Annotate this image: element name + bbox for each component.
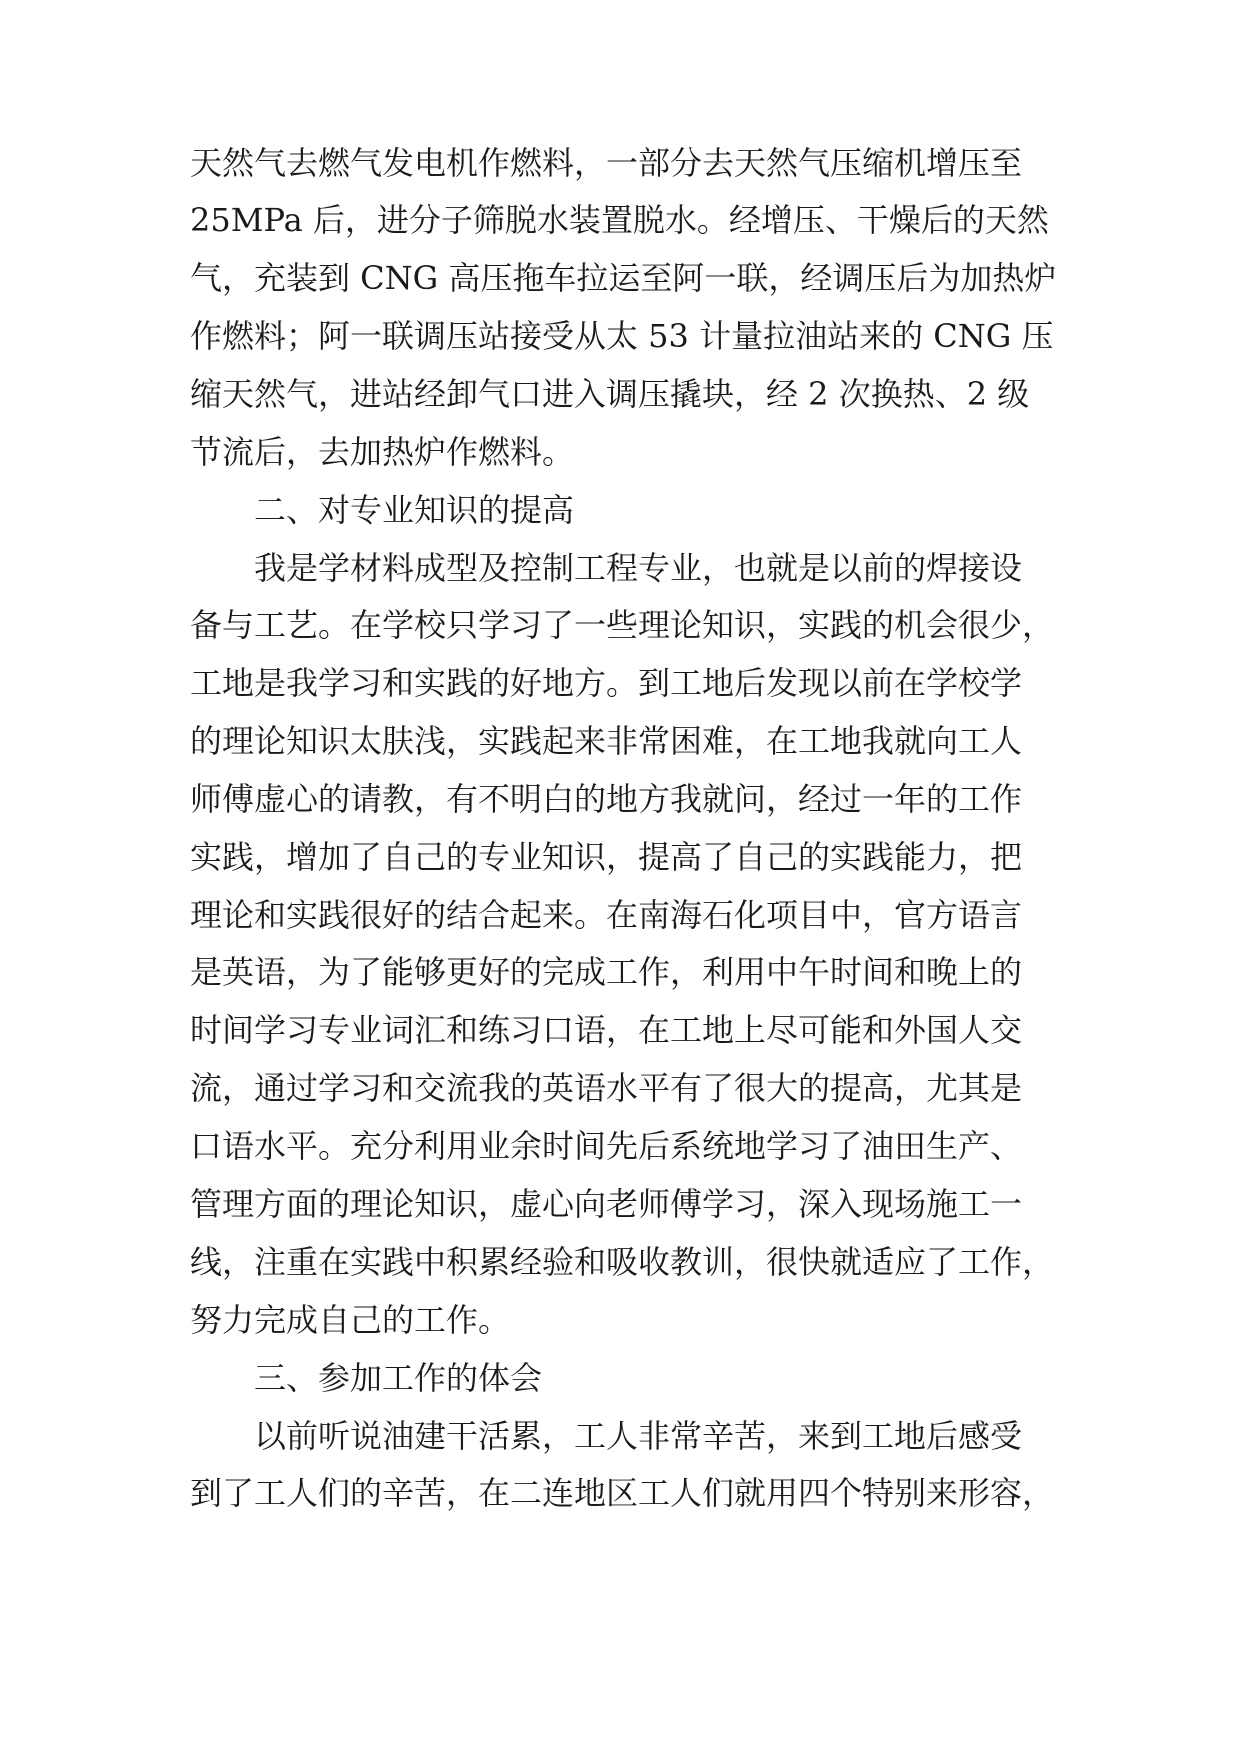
paragraph-line: 实践，增加了自己的专业知识，提高了自己的实践能力，把 bbox=[190, 838, 1023, 876]
paragraph-line: 口语水平。充分利用业余时间先后系统地学习了油田生产、 bbox=[190, 1127, 1023, 1165]
paragraph-line: 理论和实践很好的结合起来。在南海石化项目中，官方语言 bbox=[190, 896, 1023, 934]
paragraph-line: 的理论知识太肤浅，实践起来非常困难，在工地我就向工人 bbox=[190, 722, 1023, 760]
paragraph-line: 天然气去燃气发电机作燃料，一部分去天然气压缩机增压至 bbox=[190, 144, 1023, 182]
paragraph-line: 线，注重在实践中积累经验和吸收教训，很快就适应了工作， bbox=[190, 1243, 1055, 1281]
paragraph-line: 25MPa 后，进分子筛脱水装置脱水。经增压、干燥后的天然 bbox=[190, 201, 1049, 239]
paragraph-line: 作燃料；阿一联调压站接受从太 53 计量拉油站来的 CNG 压 bbox=[190, 317, 1054, 355]
paragraph-line: 工地是我学习和实践的好地方。到工地后发现以前在学校学 bbox=[190, 664, 1023, 702]
paragraph-line: 缩天然气，进站经卸气口进入调压撬块，经 2 次换热、2 级 bbox=[190, 375, 1030, 413]
paragraph-line: 是英语，为了能够更好的完成工作，利用中午时间和晚上的 bbox=[190, 953, 1023, 991]
paragraph-line: 管理方面的理论知识，虚心向老师傅学习，深入现场施工一 bbox=[190, 1185, 1023, 1223]
paragraph-line: 我是学材料成型及控制工程专业，也就是以前的焊接设 bbox=[254, 549, 1023, 587]
paragraph-line: 气，充装到 CNG 高压拖车拉运至阿一联，经调压后为加热炉 bbox=[190, 259, 1057, 297]
section-heading: 三、参加工作的体会 bbox=[254, 1359, 543, 1397]
paragraph-line: 时间学习专业词汇和练习口语，在工地上尽可能和外国人交 bbox=[190, 1011, 1023, 1049]
paragraph-line: 流，通过学习和交流我的英语水平有了很大的提高，尤其是 bbox=[190, 1069, 1023, 1107]
section-heading: 二、对专业知识的提高 bbox=[254, 491, 575, 529]
paragraph-line: 师傅虚心的请教，有不明白的地方我就问，经过一年的工作 bbox=[190, 780, 1023, 818]
paragraph-line: 节流后，去加热炉作燃料。 bbox=[190, 433, 575, 471]
paragraph-line: 备与工艺。在学校只学习了一些理论知识，实践的机会很少， bbox=[190, 606, 1055, 644]
paragraph-line: 努力完成自己的工作。 bbox=[190, 1301, 511, 1339]
paragraph-line: 以前听说油建干活累，工人非常辛苦，来到工地后感受 bbox=[254, 1417, 1023, 1455]
paragraph-line: 到了工人们的辛苦，在二连地区工人们就用四个特别来形容， bbox=[190, 1474, 1055, 1512]
